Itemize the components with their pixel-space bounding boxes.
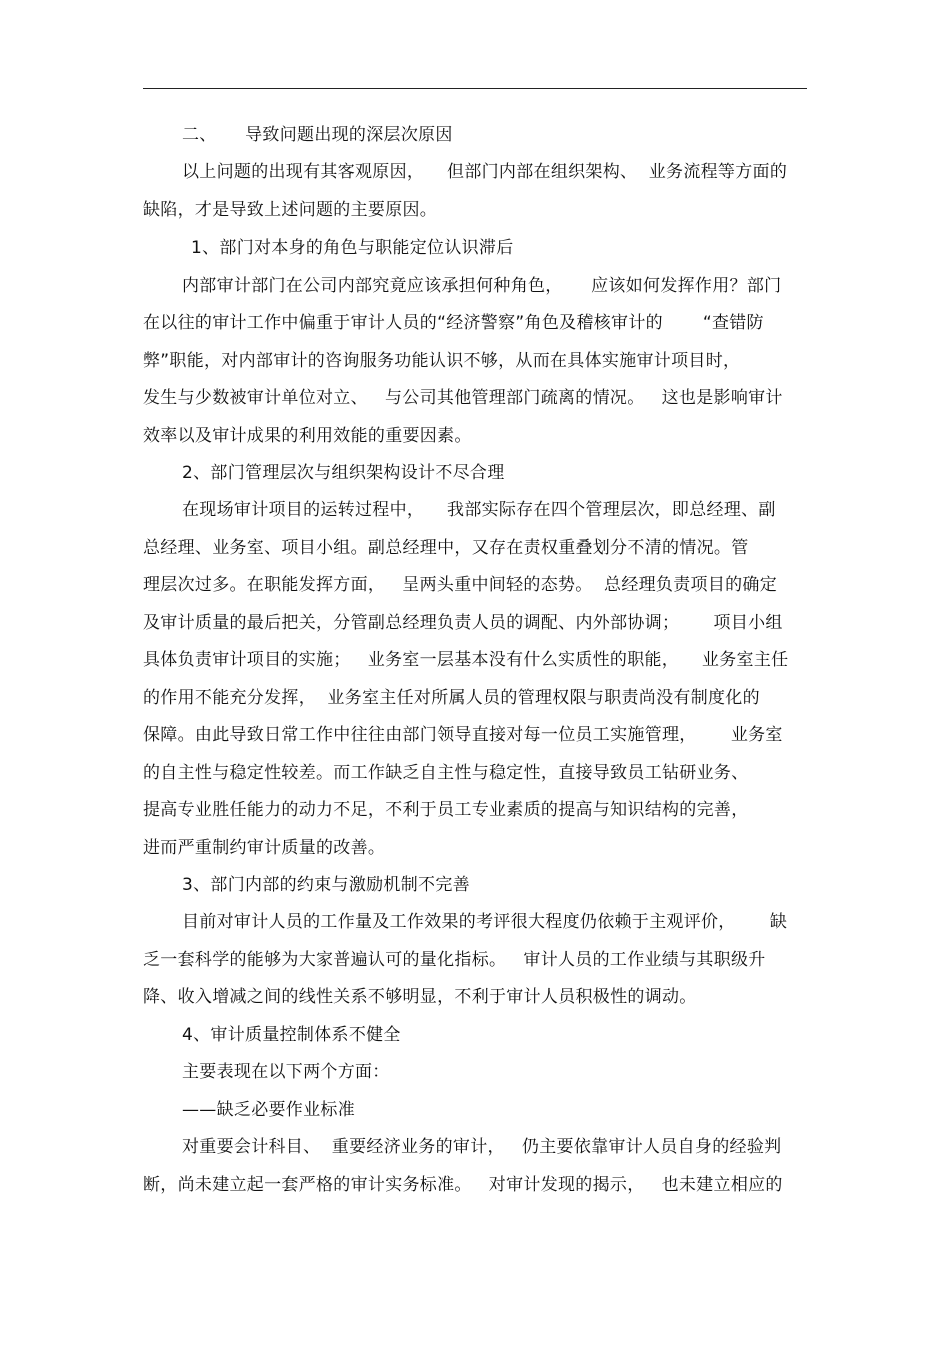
paragraph-line: 具体负责审计项目的实施； 业务室一层基本没有什么实质性的职能， 业务室主任 xyxy=(143,650,789,670)
paragraph-line: 目前对审计人员的工作量及工作效果的考评很大程度仍依赖于主观评价， 缺 xyxy=(182,912,788,932)
dash-subheading: ——缺乏必要作业标准 xyxy=(182,1100,355,1120)
paragraph-line: 理层次过多。在职能发挥方面， 呈两头重中间轻的态势。 总经理负责项目的确定 xyxy=(143,575,778,595)
header-rule xyxy=(143,88,807,89)
paragraph-line: 内部审计部门在公司内部究竟应该承担何种角色， 应该如何发挥作用？部门 xyxy=(182,276,782,296)
paragraph-line: 缺陷，才是导致上述问题的主要原因。 xyxy=(143,200,438,220)
paragraph-line: 效率以及审计成果的利用效能的重要因素。 xyxy=(143,426,472,446)
section-heading: 二、 导致问题出现的深层次原因 xyxy=(182,125,453,145)
subheading-1: 1、部门对本身的角色与职能定位认识滞后 xyxy=(191,238,514,258)
paragraph-line: 的自主性与稳定性较差。而工作缺乏自主性与稳定性，直接导致员工钻研业务、 xyxy=(143,763,749,783)
paragraph-line: 发生与少数被审计单位对立、 与公司其他管理部门疏离的情况。 这也是影响审计 xyxy=(143,388,783,408)
paragraph-line: 对重要会计科目、 重要经济业务的审计， 仍主要依靠审计人员自身的经验判 xyxy=(182,1137,782,1157)
paragraph-line: 进而严重制约审计质量的改善。 xyxy=(143,838,386,858)
paragraph-line: 总经理、业务室、项目小组。副总经理中，又存在责权重叠划分不清的情况。管 xyxy=(143,538,749,558)
paragraph-line: 以上问题的出现有其客观原因， 但部门内部在组织架构、 业务流程等方面的 xyxy=(182,162,788,182)
subheading-3: 3、部门内部的约束与激励机制不完善 xyxy=(182,875,470,895)
subheading-4: 4、审计质量控制体系不健全 xyxy=(182,1025,401,1045)
subheading-2: 2、部门管理层次与组织架构设计不尽合理 xyxy=(182,463,505,483)
paragraph-line: 弊”职能，对内部审计的咨询服务功能认识不够，从而在具体实施审计项目时， xyxy=(143,351,741,371)
paragraph-line: 断，尚未建立起一套严格的审计实务标准。 对审计发现的揭示， 也未建立相应的 xyxy=(143,1175,783,1195)
paragraph-line: 保障。由此导致日常工作中往往由部门领导直接对每一位员工实施管理， 业务室 xyxy=(143,725,783,745)
paragraph-line: 提高专业胜任能力的动力不足，不利于员工专业素质的提高与知识结构的完善， xyxy=(143,800,749,820)
paragraph-line: 在以往的审计工作中偏重于审计人员的“经济警察”角色及稽核审计的 “查错防 xyxy=(143,313,764,333)
paragraph-line: 及审计质量的最后把关，分管副总经理负责人员的调配、内外部协调； 项目小组 xyxy=(143,613,783,633)
paragraph-line: 乏一套科学的能够为大家普遍认可的量化指标。 审计人员的工作业绩与其职级升 xyxy=(143,950,766,970)
paragraph-line: 降、收入增减之间的线性关系不够明显，不利于审计人员积极性的调动。 xyxy=(143,987,697,1007)
paragraph-line: 主要表现在以下两个方面： xyxy=(182,1062,390,1082)
paragraph-line: 在现场审计项目的运转过程中， 我部实际存在四个管理层次，即总经理、副 xyxy=(182,500,776,520)
paragraph-line: 的作用不能充分发挥， 业务室主任对所属人员的管理权限与职责尚没有制度化的 xyxy=(143,688,760,708)
